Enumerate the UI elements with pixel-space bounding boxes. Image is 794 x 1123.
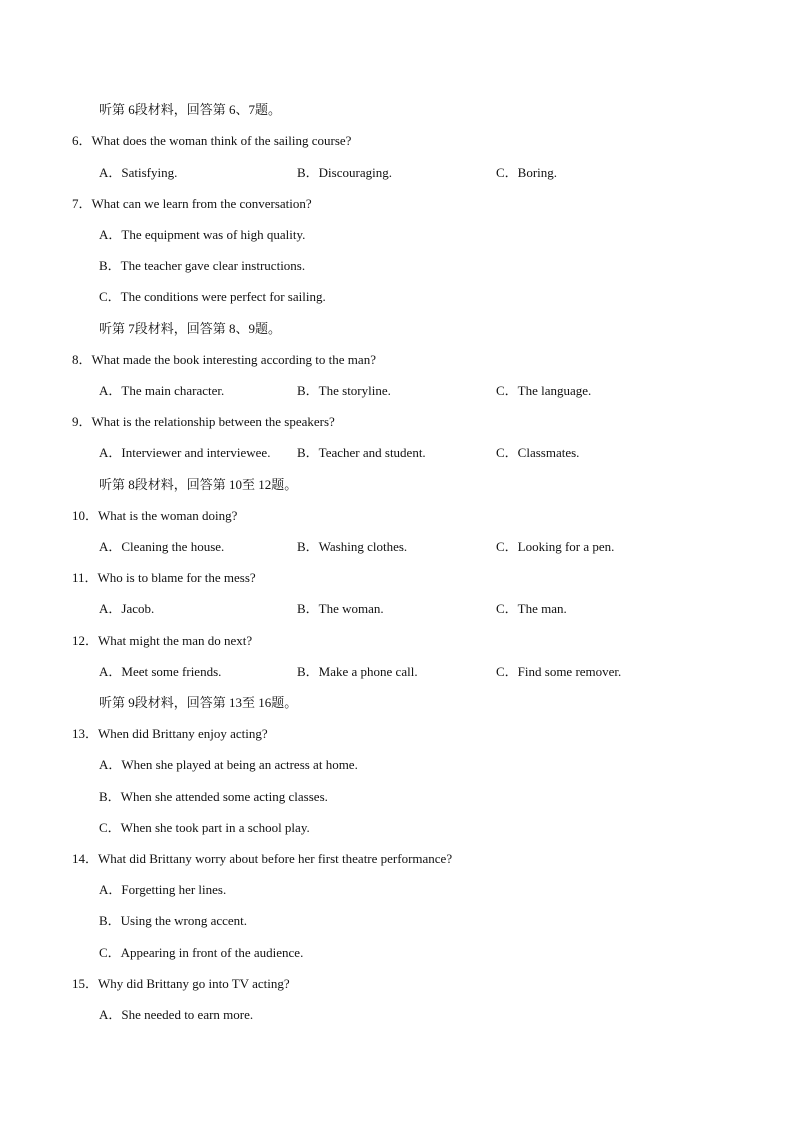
option-a: A．Cleaning the house. (99, 539, 225, 554)
option-b: B．Washing clothes. (297, 539, 408, 554)
question-12-stem: 12．What might the man do next? (72, 633, 253, 648)
question-13-option-b: B．When she attended some acting classes. (99, 789, 328, 804)
section-heading-7: 听第 7段材料，回答第 8、9题。 (99, 321, 282, 336)
option-b: B．Discouraging. (297, 165, 392, 180)
question-13-option-c: C．When she took part in a school play. (99, 820, 310, 835)
option-b: B．The woman. (297, 601, 384, 616)
question-13-option-a: A．When she played at being an actress at home. (99, 757, 358, 772)
option-b: B．Make a phone call. (297, 664, 418, 679)
question-14-option-c: C．Appearing in front of the audience. (99, 945, 304, 960)
option-c: C．Find some remover. (496, 664, 622, 679)
question-13-stem: 13．When did Brittany enjoy acting? (72, 726, 268, 741)
option-c: C．The man. (496, 601, 567, 616)
question-9-options (0, 445, 794, 461)
question-7-stem: 7．What can we learn from the conversation? (72, 196, 312, 211)
option-c: C．The language. (496, 383, 592, 398)
question-12-options (0, 664, 794, 680)
question-11-stem: 11．Who is to blame for the mess? (72, 570, 256, 585)
question-7-option-c: C．The conditions were perfect for sailing. (99, 289, 326, 304)
question-7-option-a: A．The equipment was of high quality. (99, 227, 306, 242)
question-14-stem: 14．What did Brittany worry about before her first theatre performance? (72, 851, 453, 866)
question-7-option-b: B．The teacher gave clear instructions. (99, 258, 306, 273)
question-8-options (0, 383, 794, 399)
option-b: B．Teacher and student. (297, 445, 426, 460)
question-9-stem: 9．What is the relationship between the speakers? (72, 414, 335, 429)
question-11-options (0, 601, 794, 617)
option-c: C．Classmates. (496, 445, 580, 460)
question-15-stem: 15．Why did Brittany go into TV acting? (72, 976, 290, 991)
option-a: A．Interviewer and interviewee. (99, 445, 271, 460)
section-heading-9: 听第 9段材料，回答第 13至 16题。 (99, 695, 298, 710)
question-10-options (0, 539, 794, 555)
question-14-option-a: A．Forgetting her lines. (99, 882, 227, 897)
question-8-stem: 8．What made the book interesting according to the man? (72, 352, 376, 367)
option-a: A．Meet some friends. (99, 664, 222, 679)
option-a: A．Jacob. (99, 601, 155, 616)
option-c: C．Boring. (496, 165, 558, 180)
section-heading-8: 听第 8段材料，回答第 10至 12题。 (99, 477, 298, 492)
question-10-stem: 10．What is the woman doing? (72, 508, 238, 523)
section-heading-6: 听第 6段材料，回答第 6、7题。 (99, 102, 282, 117)
question-14-option-b: B．Using the wrong accent. (99, 913, 248, 928)
option-a: A．Satisfying. (99, 165, 178, 180)
option-c: C．Looking for a pen. (496, 539, 615, 554)
question-6-stem: 6．What does the woman think of the sailing course? (72, 133, 352, 148)
option-b: B．The storyline. (297, 383, 391, 398)
question-15-option-a: A．She needed to earn more. (99, 1007, 254, 1022)
option-a: A．The main character. (99, 383, 225, 398)
question-6-options (0, 165, 794, 181)
